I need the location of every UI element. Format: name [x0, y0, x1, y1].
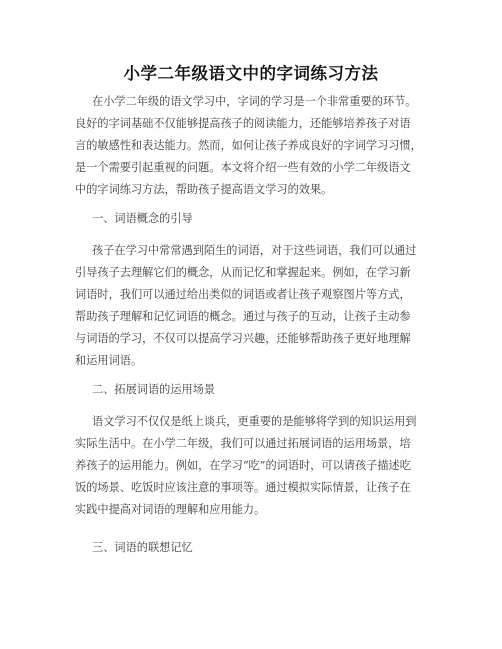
section-heading: 三、词语的联想记忆	[92, 541, 193, 554]
section-heading: 一、词语概念的引导	[92, 212, 193, 225]
intro-line: 言的敏感性和表达能力。然而，如何让孩子养成良好的字词学习习惯，	[75, 139, 422, 152]
paragraph-line: 饭的场景、吃饭时应该注意的事项等。通过模拟实际情景，让孩子在	[75, 481, 411, 494]
paragraph-line: 词语时，我们可以通过给出类似的词语或者让孩子观察图片等方式，	[75, 288, 411, 301]
intro-line: 良好的字词基础不仅能够提高孩子的阅读能力，还能够培养孩子对语	[75, 117, 411, 130]
paragraph-line: 和运用词语。	[75, 354, 143, 367]
paragraph-line: 语文学习不仅仅是纸上谈兵，更重要的是能够将学到的知识运用到	[92, 415, 417, 428]
paragraph-line: 实际生活中。在小学二年级，我们可以通过拓展词语的运用场景，培	[75, 437, 411, 450]
section-heading: 二、拓展词语的运用场景	[92, 383, 216, 396]
intro-line: 是一个需要引起重视的问题。本文将介绍一些有效的小学二年级语文	[75, 161, 411, 174]
paragraph-line: 与词语的学习，不仅可以提高学习兴趣，还能够帮助孩子更好地理解	[75, 332, 411, 345]
paragraph-line: 引导孩子去理解它们的概念，从而记忆和掌握起来。例如，在学习新	[75, 266, 411, 279]
intro-line: 中的字词练习方法，帮助孩子提高语文学习的效果。	[75, 183, 333, 196]
paragraph-line: 实践中提高对词语的理解和应用能力。	[75, 503, 266, 516]
paragraph-line: 养孩子的运用能力。例如，在学习“吃”的词语时，可以请孩子描述吃	[75, 459, 411, 472]
document-title: 小学二年级语文中的字词练习方法	[123, 64, 379, 83]
intro-line: 在小学二年级的语文学习中，字词的学习是一个非常重要的环节。	[92, 95, 417, 108]
paragraph-line: 孩子在学习中常常遇到陌生的词语，对于这些词语，我们可以通过	[92, 244, 417, 257]
paragraph-line: 帮助孩子理解和记忆词语的概念。通过与孩子的互动，让孩子主动参	[75, 310, 411, 323]
